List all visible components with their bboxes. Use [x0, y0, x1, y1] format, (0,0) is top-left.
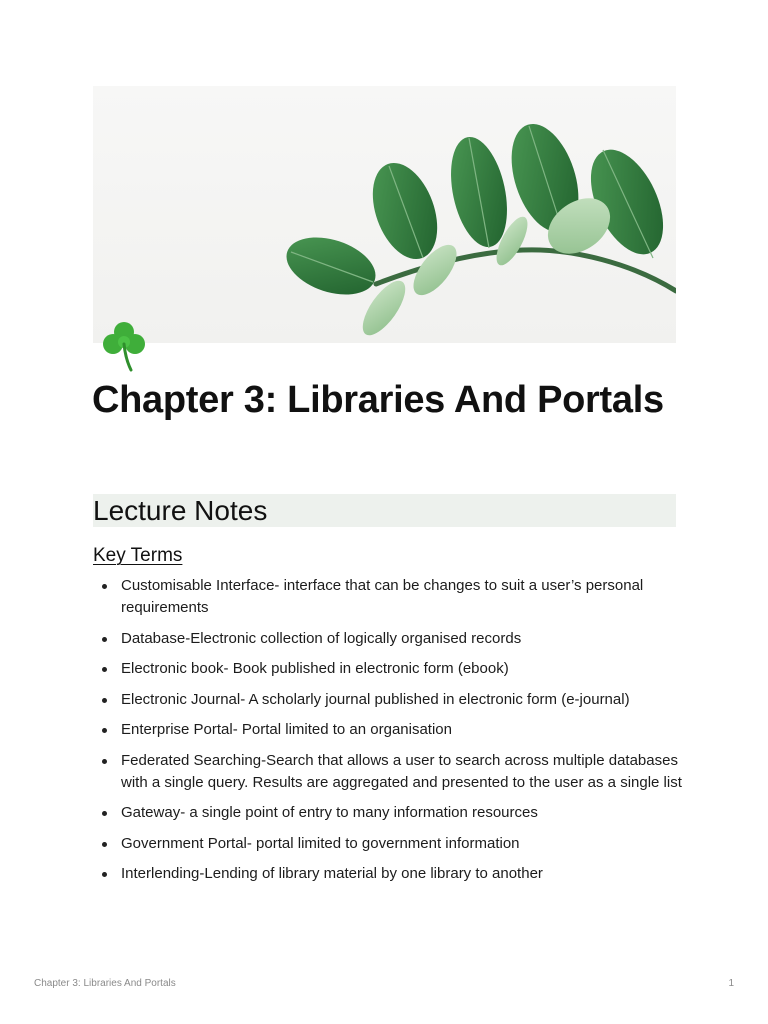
term-text: Gateway- a single point of entry to many information resources [121, 804, 538, 821]
term-text: Government Portal- portal limited to government information [121, 834, 520, 852]
list-item [93, 750, 683, 794]
bullet-icon [102, 811, 107, 816]
section-heading: Lecture Notes [93, 495, 268, 526]
term-text: Enterprise Portal- Portal limited to an organisation [121, 721, 452, 738]
term-text: Electronic book- Book published in electronic form (ebook) [121, 660, 509, 677]
bullet-icon [102, 872, 107, 877]
list-item [93, 719, 683, 741]
list-item [93, 833, 683, 855]
footer-page-number: 1 [728, 978, 734, 989]
bullet-icon [102, 728, 107, 733]
bullet-icon [102, 842, 107, 847]
list-item [93, 689, 683, 711]
page-title: Chapter 3: Libraries And Portals [92, 379, 664, 421]
cover-image [93, 86, 676, 343]
term-text: Database-Electronic collection of logically organised records [121, 629, 522, 647]
bullet-icon [102, 759, 107, 764]
footer-doc-title: Chapter 3: Libraries And Portals [34, 978, 176, 989]
key-terms-heading: Key Terms [93, 545, 183, 566]
term-text: Federated Searching-Search that allows a user to search across multiple databases with a single query. Results are aggregated and presented to the user as a single list [121, 751, 682, 791]
bullet-icon [102, 667, 107, 672]
bullet-icon [102, 637, 107, 642]
key-terms-list [93, 575, 683, 894]
list-item [93, 575, 683, 619]
term-text: Customisable Interface- interface that can be changes to suit a user’s personal requirements [121, 577, 644, 616]
term-text: Interlending-Lending of library material by one library to another [121, 865, 543, 882]
shamrock-icon [95, 318, 153, 374]
bullet-icon [102, 698, 107, 703]
bullet-icon [102, 584, 107, 589]
list-item [93, 863, 683, 885]
leaf-branch-illustration [93, 86, 676, 343]
term-text: Electronic Journal- A scholarly journal published in electronic form (e-journal) [121, 690, 630, 708]
list-item [93, 628, 683, 650]
list-item [93, 802, 683, 824]
list-item [93, 658, 683, 680]
